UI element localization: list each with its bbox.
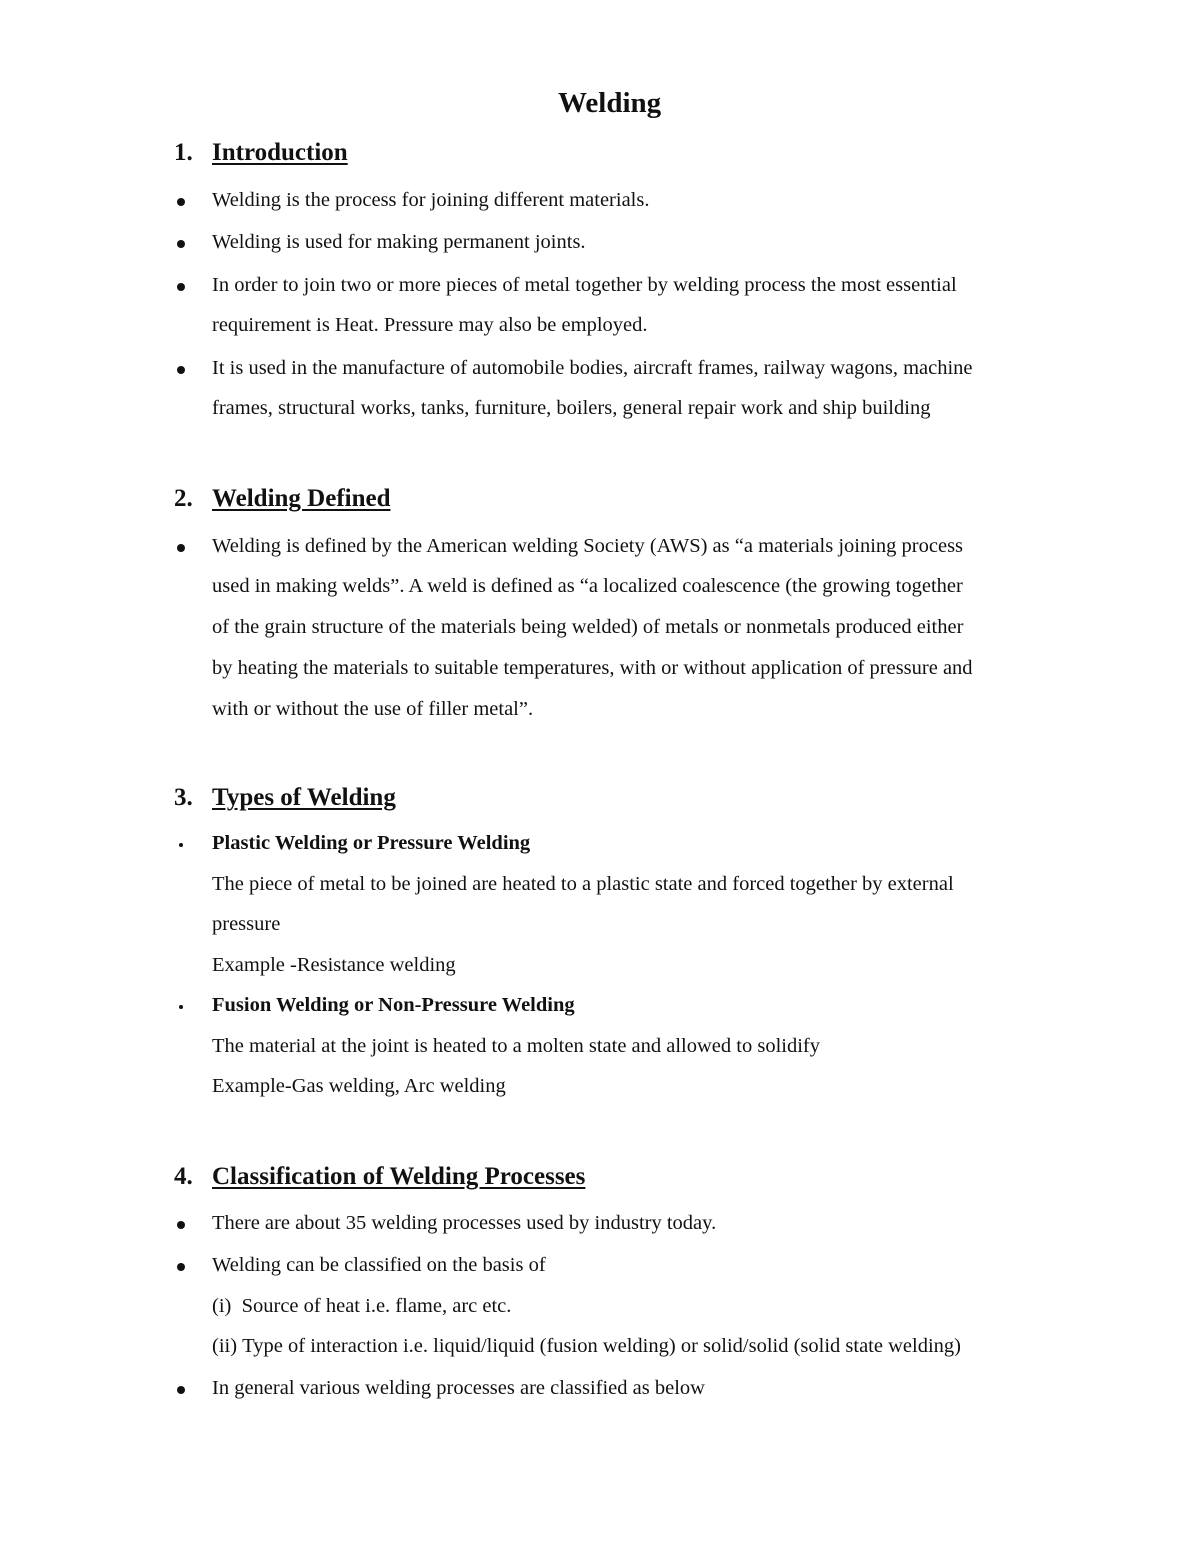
list-item-text: Example-Gas welding, Arc welding <box>212 1075 506 1097</box>
list-item-text: The material at the joint is heated to a molten state and allowed to solidify <box>212 1035 820 1057</box>
list-item-text: In general various welding processes are classified as below <box>212 1377 705 1399</box>
list-item-text: pressure <box>212 913 281 935</box>
list-item-text: frames, structural works, tanks, furniture, boilers, general repair work and ship building <box>212 397 931 419</box>
bullet-icon <box>177 283 185 291</box>
bullet-icon <box>177 544 185 552</box>
list-item-text: It is used in the manufacture of automobile bodies, aircraft frames, railway wagons, machine <box>212 357 973 379</box>
sub-list-text: Type of interaction i.e. liquid/liquid (fusion welding) or solid/solid (solid state welding) <box>242 1335 961 1357</box>
section-heading-introduction <box>174 139 348 167</box>
section-number: 2. <box>174 485 193 512</box>
bullet-icon <box>177 366 185 374</box>
sub-list-marker: (ii) <box>212 1335 238 1357</box>
sub-list-marker: (i) <box>212 1295 232 1317</box>
list-item-title: Plastic Welding or Pressure Welding <box>212 832 531 854</box>
section-heading-welding-defined <box>174 485 391 513</box>
list-item-text: Example -Resistance welding <box>212 954 456 976</box>
list-item-text: Welding is defined by the American welding Society (AWS) as “a materials joining process <box>212 535 964 557</box>
section-heading-types-of-welding <box>174 784 396 812</box>
section-title: Classification of Welding Processes <box>212 1163 586 1190</box>
list-item-text: In order to join two or more pieces of metal together by welding process the most essential <box>212 274 957 296</box>
section-title: Introduction <box>212 139 348 166</box>
list-item-text: Welding is the process for joining different materials. <box>212 189 650 211</box>
section-title: Types of Welding <box>212 784 396 811</box>
list-item-text: by heating the materials to suitable temperatures, with or without application of pressure and <box>212 657 973 679</box>
list-item-title: Fusion Welding or Non-Pressure Welding <box>212 994 575 1016</box>
bullet-icon <box>179 1005 183 1009</box>
section-number: 3. <box>174 784 193 811</box>
bullet-icon <box>179 843 183 847</box>
list-item-text: The piece of metal to be joined are heated to a plastic state and forced together by external <box>212 873 954 895</box>
bullet-icon <box>177 1386 185 1394</box>
section-number: 4. <box>174 1163 193 1190</box>
document-title: Welding <box>558 87 662 119</box>
bullet-icon <box>177 198 185 206</box>
section-heading-classification <box>174 1163 585 1191</box>
list-item-text: Welding is used for making permanent joints. <box>212 231 586 253</box>
bullet-icon <box>177 1221 185 1229</box>
list-item-text: Welding can be classified on the basis of <box>212 1254 546 1276</box>
sub-list-item <box>212 1335 961 1358</box>
list-item-text: of the grain structure of the materials being welded) of metals or nonmetals produced either <box>212 616 964 638</box>
section-title: Welding Defined <box>212 485 391 512</box>
list-item-text: There are about 35 welding processes used by industry today. <box>212 1212 717 1234</box>
bullet-icon <box>177 240 185 248</box>
section-number: 1. <box>174 139 193 166</box>
list-item-text: requirement is Heat. Pressure may also be employed. <box>212 314 648 336</box>
bullet-icon <box>177 1263 185 1271</box>
list-item-text: with or without the use of filler metal”. <box>212 698 534 720</box>
sub-list-item <box>212 1295 511 1318</box>
list-item-text: used in making welds”. A weld is defined as “a localized coalescence (the growing together <box>212 575 963 597</box>
sub-list-text: Source of heat i.e. flame, arc etc. <box>241 1295 512 1317</box>
